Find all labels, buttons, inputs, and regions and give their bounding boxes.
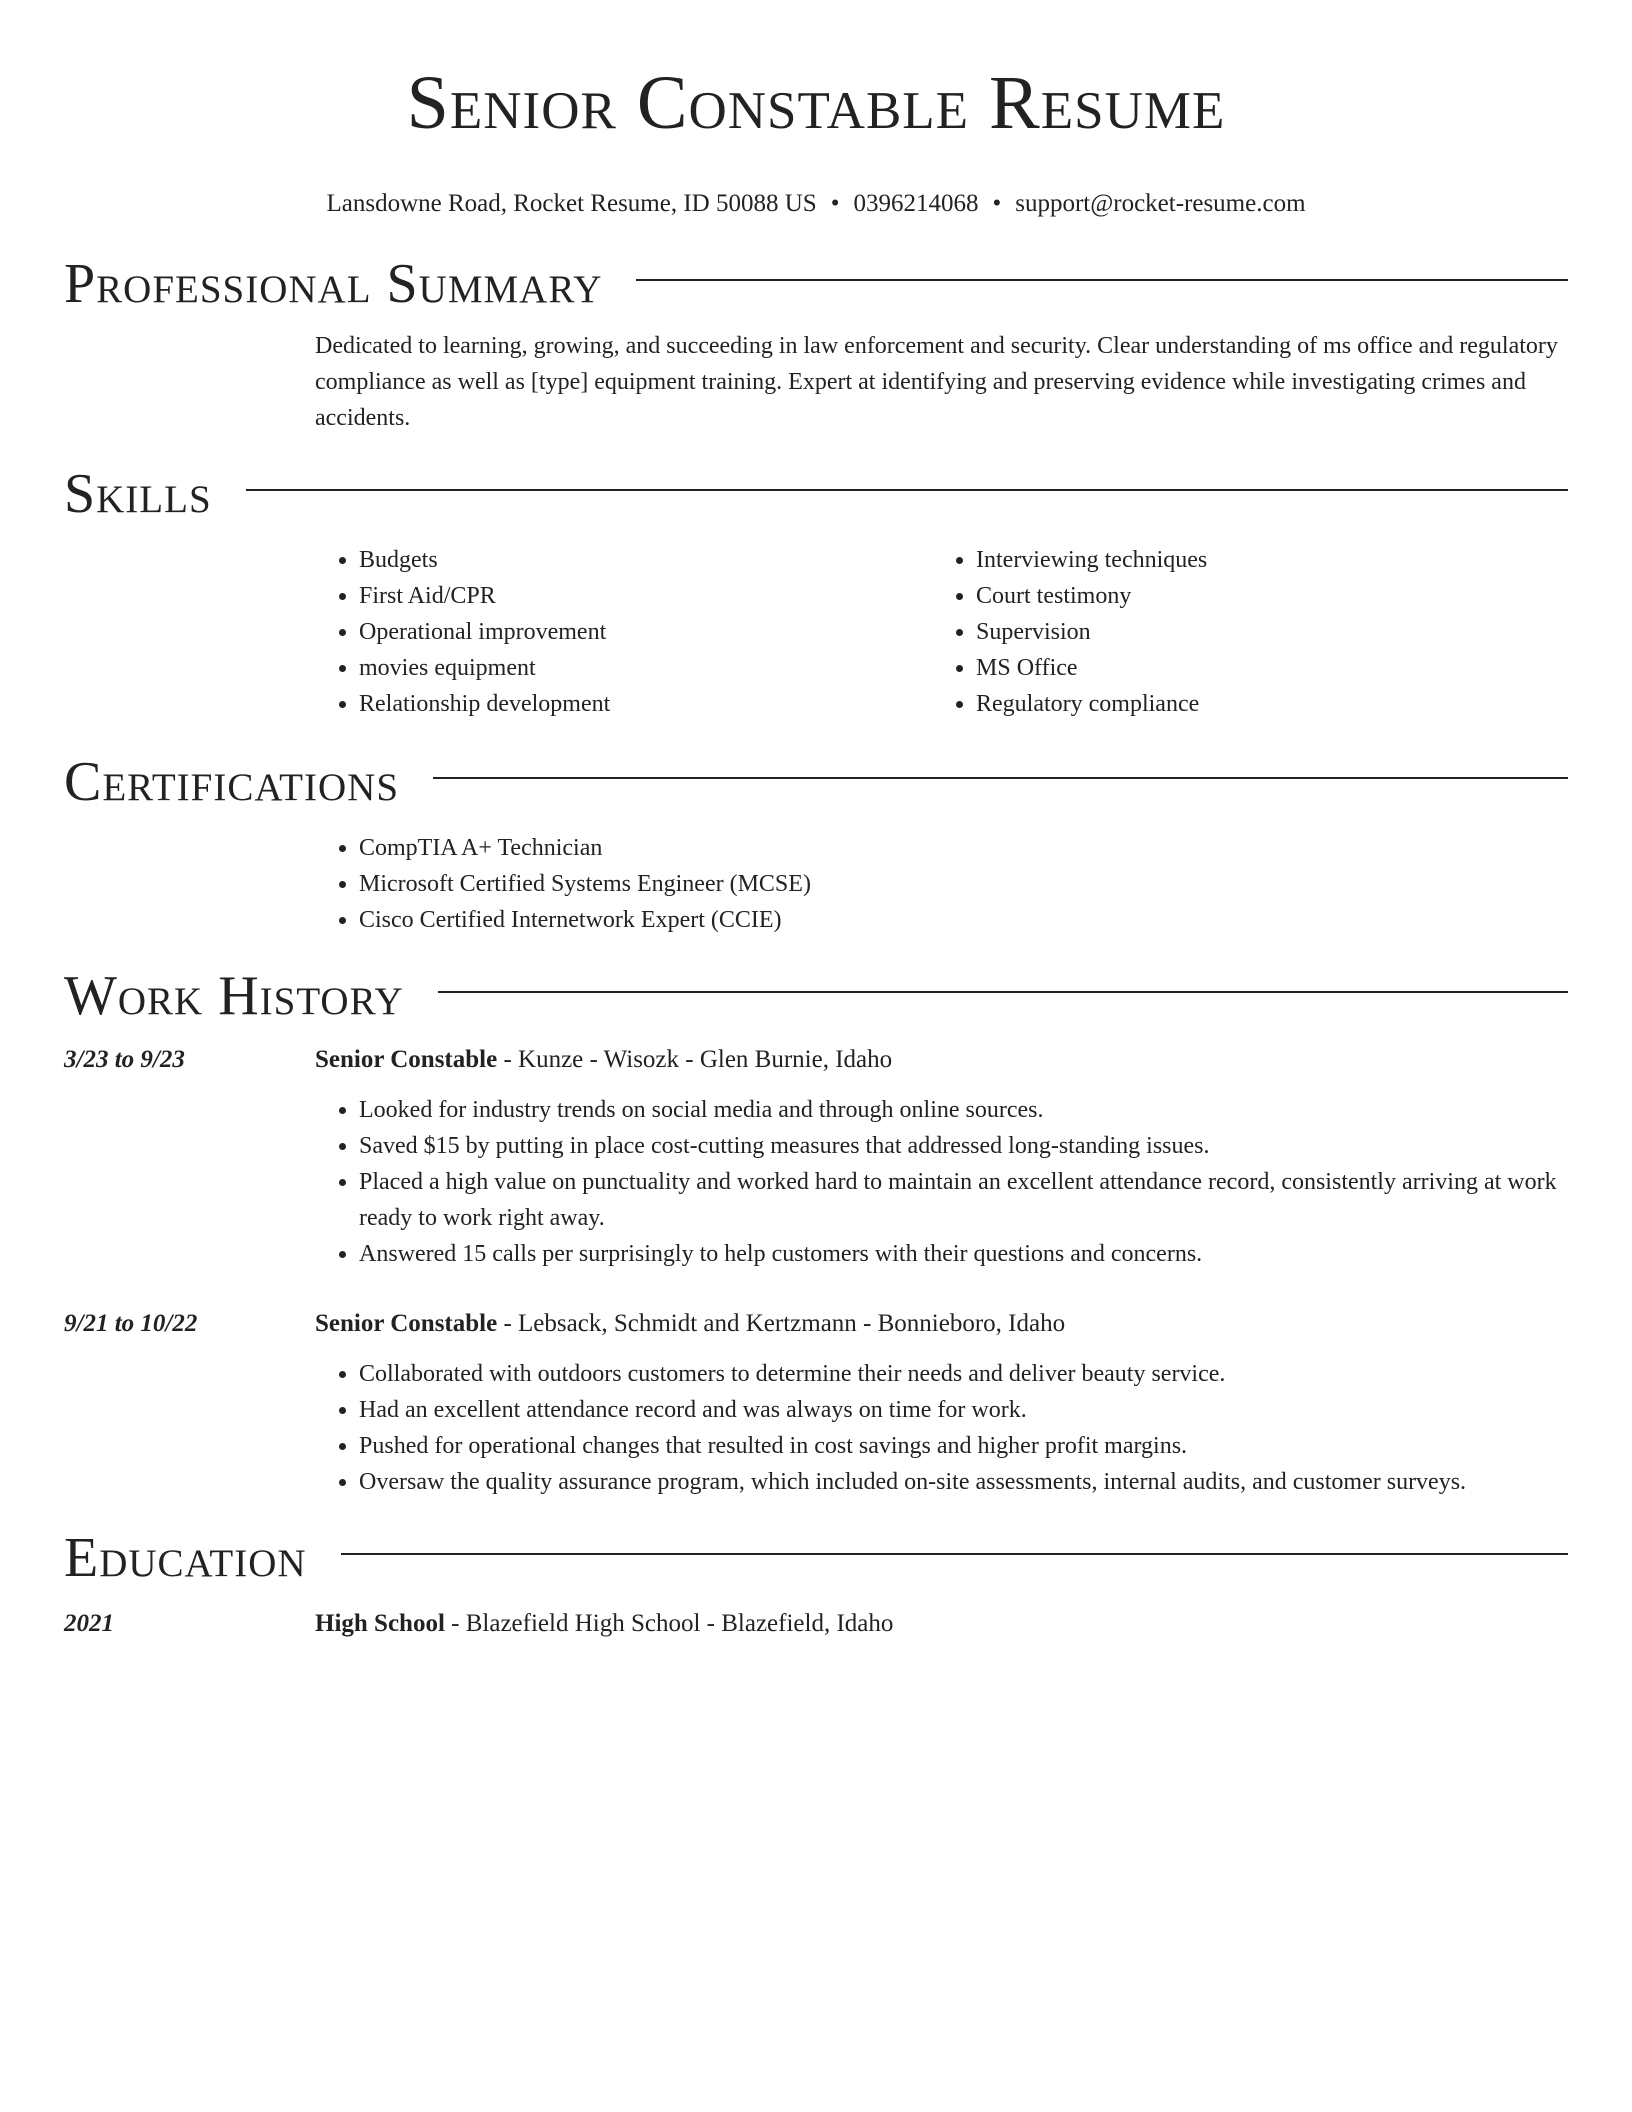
work-bullet: • Collaborated with outdoors customers to determine their needs and deliver beauty service. bbox=[359, 1356, 1568, 1392]
work-bullet: • Pushed for operational changes that resulted in cost savings and higher profit margins. bbox=[359, 1428, 1568, 1464]
skill-item: • Supervision bbox=[976, 614, 1549, 650]
contact-email[interactable]: support@rocket-resume.com bbox=[1015, 190, 1306, 217]
work-entry-bullets bbox=[315, 1356, 1568, 1500]
work-entry-dates: 9/21 to 10/22 bbox=[64, 1310, 198, 1337]
education-entry bbox=[64, 1606, 1568, 1642]
education-entry-body bbox=[315, 1606, 1568, 1642]
section-divider bbox=[636, 279, 1568, 281]
work-entry bbox=[64, 1042, 1568, 1272]
work-entry-heading bbox=[315, 1306, 1568, 1342]
work-entry-body bbox=[315, 1306, 1568, 1500]
skills-section bbox=[64, 458, 1568, 722]
certifications-heading: Certifications bbox=[64, 751, 400, 813]
work-bullet: • Saved $15 by putting in place cost-cutting measures that addressed long-standing issues. bbox=[359, 1128, 1568, 1164]
certification-item: • Cisco Certified Internetwork Expert (CCIE) bbox=[359, 902, 1568, 938]
certification-item: • Microsoft Certified Systems Engineer (MCSE) bbox=[359, 866, 1568, 902]
section-divider bbox=[438, 991, 1568, 993]
certifications-section bbox=[64, 746, 1568, 938]
work-entry-employer: - Lebsack, Schmidt and Kertzmann - Bonnieboro, Idaho bbox=[497, 1310, 1066, 1337]
section-divider bbox=[246, 489, 1568, 491]
skills-grid bbox=[315, 542, 1568, 722]
contact-separator: • bbox=[830, 190, 840, 217]
work-entry-role: Senior Constable bbox=[315, 1046, 498, 1073]
work-bullet: • Had an excellent attendance record and was always on time for work. bbox=[359, 1392, 1568, 1428]
work-bullet: • Placed a high value on punctuality and worked hard to maintain an excellent attendance record, consistently arriving at work ready to work right away. bbox=[359, 1164, 1568, 1236]
skills-heading: Skills bbox=[64, 463, 212, 525]
skills-section-header bbox=[64, 458, 1568, 530]
skill-item: • Regulatory compliance bbox=[976, 686, 1549, 722]
education-degree: High School bbox=[315, 1610, 445, 1637]
skill-item: • movies equipment bbox=[359, 650, 932, 686]
resume-title: Senior Constable Resume bbox=[406, 61, 1226, 145]
summary-text: Dedicated to learning, growing, and succeeding in law enforcement and security. Clear understanding of ms office and regulatory compliance as well as [type] equipment training. Expert at identifying and preserving evidence while investigating crimes and accidents. bbox=[315, 333, 1558, 431]
skill-item: • Interviewing techniques bbox=[976, 542, 1549, 578]
work-history-heading: Work History bbox=[64, 965, 404, 1027]
certifications-body bbox=[315, 830, 1568, 938]
work-entry-bullets bbox=[315, 1092, 1568, 1272]
skills-column-right bbox=[932, 542, 1549, 722]
section-divider bbox=[341, 1553, 1568, 1555]
contact-line bbox=[64, 188, 1568, 220]
skill-item: • Relationship development bbox=[359, 686, 932, 722]
education-school: - Blazefield High School - Blazefield, Idaho bbox=[444, 1610, 894, 1637]
work-entry-heading bbox=[315, 1042, 1568, 1078]
summary-section bbox=[64, 248, 1568, 436]
skills-list-left bbox=[315, 542, 932, 722]
certifications-list bbox=[315, 830, 1568, 938]
work-entry-role: Senior Constable bbox=[315, 1310, 498, 1337]
contact-separator: • bbox=[992, 190, 1002, 217]
work-history-section-header bbox=[64, 960, 1568, 1032]
work-bullet: • Looked for industry trends on social media and through online sources. bbox=[359, 1092, 1568, 1128]
contact-address: Lansdowne Road, Rocket Resume, ID 50088 US bbox=[326, 190, 817, 217]
work-bullet: • Oversaw the quality assurance program, which included on-site assessments, internal audits, and customer surveys. bbox=[359, 1464, 1568, 1500]
skill-item: • First Aid/CPR bbox=[359, 578, 932, 614]
work-entry-employer: - Kunze - Wisozk - Glen Burnie, Idaho bbox=[497, 1046, 893, 1073]
education-year: 2021 bbox=[64, 1610, 114, 1637]
certifications-section-header bbox=[64, 746, 1568, 818]
work-entry-dates: 3/23 to 9/23 bbox=[64, 1046, 185, 1073]
education-section bbox=[64, 1522, 1568, 1642]
skill-item: • Operational improvement bbox=[359, 614, 932, 650]
skills-list-right bbox=[932, 542, 1549, 722]
work-history-section bbox=[64, 960, 1568, 1500]
summary-section-header bbox=[64, 248, 1568, 320]
education-section-header bbox=[64, 1522, 1568, 1594]
education-heading: Education bbox=[64, 1527, 307, 1589]
section-divider bbox=[433, 777, 1568, 779]
education-entry-heading bbox=[315, 1606, 1568, 1642]
certification-item: • CompTIA A+ Technician bbox=[359, 830, 1568, 866]
work-entry bbox=[64, 1306, 1568, 1500]
work-entry-body bbox=[315, 1042, 1568, 1272]
skill-item: • MS Office bbox=[976, 650, 1549, 686]
summary-heading: Professional Summary bbox=[64, 253, 603, 315]
skill-item: • Budgets bbox=[359, 542, 932, 578]
skills-column-left bbox=[315, 542, 932, 722]
skill-item: • Court testimony bbox=[976, 578, 1549, 614]
contact-phone: 0396214068 bbox=[853, 190, 979, 217]
work-bullet: • Answered 15 calls per surprisingly to help customers with their questions and concerns. bbox=[359, 1236, 1568, 1272]
